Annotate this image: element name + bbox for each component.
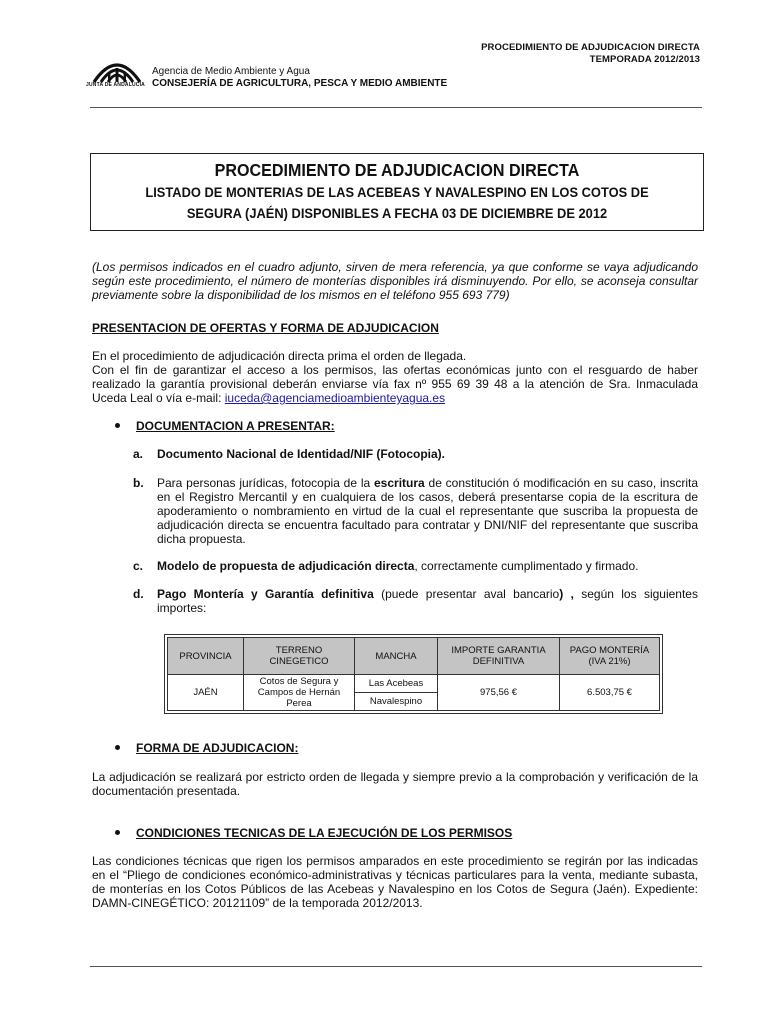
table-header-row — [168, 638, 660, 675]
doc-item-a-label: a. — [133, 447, 144, 461]
fees-table-wrapper — [164, 634, 663, 714]
presentacion-line1: En el procedimiento de adjudicación directa prima el orden de llegada. — [92, 349, 467, 363]
agency-name: Agencia de Medio Ambiente y Agua — [152, 66, 310, 77]
doc-item-d — [133, 587, 698, 615]
doc-item-a-text: Documento Nacional de Identidad/NIF (Fotocopia). — [157, 447, 446, 461]
doc-item-b-pre: Para personas jurídicas, fotocopia de la — [157, 476, 374, 490]
documentacion-heading: DOCUMENTACION A PRESENTAR: — [136, 419, 335, 433]
bullet-icon — [115, 423, 120, 428]
ministry-name: CONSEJERÍA DE AGRICULTURA, PESCA Y MEDIO AMBIENTE — [152, 78, 448, 89]
table-header-cell: MANCHA — [355, 638, 438, 675]
documentacion-bullet — [115, 419, 335, 433]
presentacion-heading: PRESENTACION DE OFERTAS Y FORMA DE ADJUDICACION — [92, 321, 439, 335]
header-procedure-title: PROCEDIMIENTO DE ADJUDICACION DIRECTA — [481, 42, 700, 53]
doc-item-d-bold: Pago Montería y Garantía definitiva — [157, 587, 374, 601]
forma-bullet — [115, 741, 298, 755]
presentacion-line2 — [92, 363, 698, 405]
table-cell-garantia: 975,56 € — [438, 675, 560, 711]
document-header-right — [481, 42, 700, 66]
bullet-icon — [115, 745, 120, 750]
table-cell-mancha: Navalespino — [355, 693, 438, 711]
doc-item-c-post: , correctamente cumplimentado y firmado. — [414, 559, 639, 573]
table-header-cell: PAGO MONTERÍA (IVA 21%) — [560, 638, 660, 675]
table-row — [168, 675, 660, 693]
doc-item-b-post: de constitución ó modificación en su caso, inscrita en el Registro Mercantil y en cualquiera de los casos, deberá presentarse copia de la escritura de apoderamiento o nombramiento en virtud de la cual el representante que suscriba la propuesta de adjudicación directa se encuentra facultado para contratar y DNI/NIF del representante que suscriba dicha propuesta. — [157, 476, 698, 546]
condiciones-paragraph: Las condiciones técnicas que rigen los permisos amparados en este procedimiento se regirán por las indicadas en el “Pliego de condiciones económico-administrativas y técnicas particulares para la venta, mediante subasta, de monterías en los Cotos Públicos de las Acebeas y Navalespino en los Cotos de Segura (Jaén). Expediente: DAMN-CINEGÉTICO: 20121109” de la temporada 2012/2013. — [92, 854, 698, 910]
doc-item-d-mid: (puede presentar aval bancario — [373, 587, 560, 601]
table-cell-terreno: Cotos de Segura y Campos de Hernán Perea — [244, 675, 355, 711]
forma-heading: FORMA DE ADJUDICACION: — [136, 741, 299, 755]
table-header-cell: PROVINCIA — [168, 638, 244, 675]
footer-divider — [90, 966, 702, 967]
doc-item-d-label: d. — [133, 587, 144, 601]
logo-caption: JUNTA DE ANDALUCIA — [86, 82, 145, 88]
bullet-icon — [115, 830, 120, 835]
document-subtitle-line1: LISTADO DE MONTERIAS DE LAS ACEBEAS Y NAVALESPINO EN LOS COTOS DE — [145, 184, 649, 200]
doc-item-a — [133, 447, 698, 461]
table-header-cell: TERRENO CINEGETICO — [244, 638, 355, 675]
doc-item-b-label: b. — [133, 476, 144, 490]
header-divider — [90, 107, 702, 108]
doc-item-d-post: según los siguientes importes: — [157, 587, 698, 615]
condiciones-heading: CONDICIONES TECNICAS DE LA EJECUCIÓN DE LOS PERMISOS — [136, 826, 513, 840]
condiciones-bullet — [115, 826, 512, 840]
forma-paragraph: La adjudicación se realizará por estricto orden de llegada y siempre previo a la comprobación y verificación de la documentación presentada. — [92, 770, 698, 798]
intro-note: (Los permisos indicados en el cuadro adjunto, sirven de mera referencia, ya que conforme se vaya adjudicando según este procedimiento, el número de monterías disponibles irá disminuyendo. Por ello, se aconseja consultar previamente sobre la disponibilidad de los mismos en el teléfono 955 693 779) — [92, 260, 698, 302]
email-link[interactable]: iuceda@agenciamedioambienteyagua.es — [224, 391, 446, 405]
table-header-cell: IMPORTE GARANTIA DEFINITIVA — [438, 638, 560, 675]
document-subtitle-line2: SEGURA (JAÉN) DISPONIBLES A FECHA 03 DE DICIEMBRE DE 2012 — [186, 205, 608, 221]
table-cell-pago: 6.503,75 € — [560, 675, 660, 711]
table-cell-provincia: JAÉN — [168, 675, 244, 711]
presentacion-line2-text: Con el fin de garantizar el acceso a los permisos, las ofertas económicas junto con el resguardo de haber realizado la garantía provisional deberán enviarse vía fax nº 955 69 39 48 a la atención de Sra. Inmaculada Uceda Leal o vía e-mail: — [92, 363, 698, 405]
fees-table — [167, 637, 660, 711]
doc-item-c-bold: Modelo de propuesta de adjudicación directa — [157, 559, 415, 573]
doc-item-b-bold: escritura — [374, 476, 425, 490]
presentacion-paragraph — [92, 349, 698, 405]
doc-item-c-label: c. — [133, 559, 144, 573]
document-title: PROCEDIMIENTO DE ADJUDICACION DIRECTA — [214, 160, 580, 180]
doc-item-c — [133, 559, 698, 573]
agency-block — [152, 66, 447, 90]
title-box — [90, 153, 704, 231]
doc-item-b — [133, 476, 698, 546]
doc-item-d-bold2: ) , — [559, 587, 574, 601]
header-season: TEMPORADA 2012/2013 — [589, 54, 700, 65]
table-cell-mancha: Las Acebeas — [355, 675, 438, 693]
